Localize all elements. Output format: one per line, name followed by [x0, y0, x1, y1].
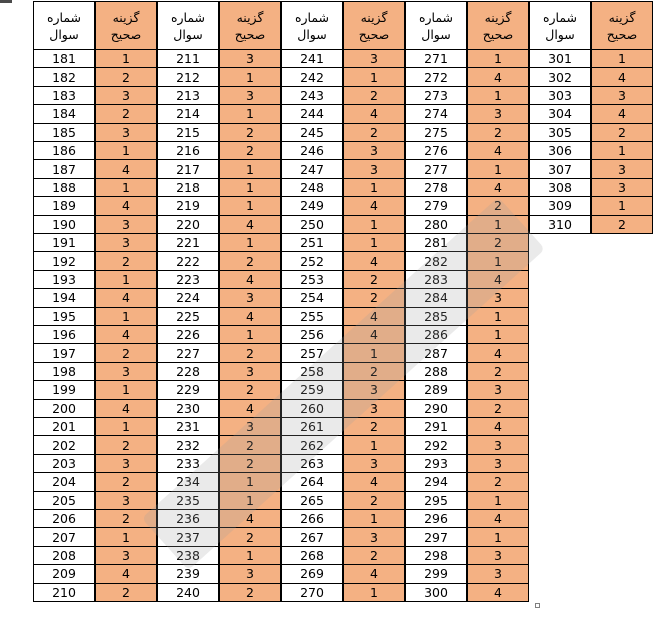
correct-answer-cell: 1 [95, 381, 157, 399]
correct-answer-cell: 1 [95, 50, 157, 68]
question-header-line1: شماره [542, 9, 578, 25]
question-number-cell: 276 [405, 142, 467, 160]
question-number-cell: 243 [281, 87, 343, 105]
question-number-cell: 310 [529, 216, 591, 234]
correct-answer-cell: 1 [591, 197, 653, 215]
question-number-cell: 197 [33, 344, 95, 362]
correct-answer-cell: 1 [343, 584, 405, 602]
question-number-cell: 190 [33, 216, 95, 234]
correct-answer-cell: 4 [219, 400, 281, 418]
correct-answer-cell: 3 [219, 418, 281, 436]
answer-header-line1: گزینه [360, 9, 388, 25]
answer-key-table [33, 1, 657, 602]
correct-answer-cell: 4 [343, 308, 405, 326]
question-number-cell: 184 [33, 105, 95, 123]
correct-answer-cell: 3 [95, 363, 157, 381]
correct-answer-cell: 1 [467, 528, 529, 546]
question-number-cell: 289 [405, 381, 467, 399]
correct-answer-cell: 3 [95, 87, 157, 105]
question-number-cell: 185 [33, 124, 95, 142]
question-header-line1: شماره [46, 9, 82, 25]
correct-answer-cell: 1 [95, 142, 157, 160]
correct-answer-cell: 1 [219, 326, 281, 344]
question-number-cell: 305 [529, 124, 591, 142]
question-number-cell: 300 [405, 584, 467, 602]
question-number-cell: 297 [405, 528, 467, 546]
question-number-cell: 248 [281, 179, 343, 197]
question-number-cell: 188 [33, 179, 95, 197]
correct-answer-cell: 1 [343, 216, 405, 234]
correct-answer-cell: 1 [219, 179, 281, 197]
correct-answer-cell: 4 [95, 197, 157, 215]
question-number-cell: 222 [157, 252, 219, 270]
question-number-cell: 207 [33, 528, 95, 546]
correct-answer-cell: 3 [343, 142, 405, 160]
correct-answer-cell: 2 [219, 381, 281, 399]
question-number-cell: 282 [405, 252, 467, 270]
question-number-cell: 193 [33, 271, 95, 289]
question-number-cell: 246 [281, 142, 343, 160]
answer-header-line2: صحیح [606, 26, 638, 42]
question-number-cell: 200 [33, 400, 95, 418]
question-number-cell: 199 [33, 381, 95, 399]
correct-answer-cell: 4 [467, 344, 529, 362]
correct-answer-cell: 2 [467, 124, 529, 142]
correct-answer-cell: 4 [467, 418, 529, 436]
correct-answer-cell: 3 [343, 50, 405, 68]
correct-answer-cell: 4 [219, 510, 281, 528]
question-number-cell: 263 [281, 455, 343, 473]
question-number-cell: 266 [281, 510, 343, 528]
correct-answer-cell: 1 [467, 87, 529, 105]
question-number-cell: 308 [529, 179, 591, 197]
correct-answer-cell: 1 [95, 308, 157, 326]
question-number-cell: 224 [157, 289, 219, 307]
correct-answer-cell: 4 [343, 197, 405, 215]
answer-header [467, 1, 529, 50]
question-number-cell: 251 [281, 234, 343, 252]
correct-answer-cell: 2 [343, 492, 405, 510]
correct-answer-cell: 1 [219, 105, 281, 123]
question-number-cell: 230 [157, 400, 219, 418]
correct-answer-cell: 1 [467, 50, 529, 68]
question-header-line2: سوال [421, 26, 451, 42]
correct-answer-cell: 4 [95, 326, 157, 344]
correct-answer-cell: 3 [95, 124, 157, 142]
question-number-cell: 226 [157, 326, 219, 344]
correct-answer-cell: 1 [95, 528, 157, 546]
correct-answer-cell: 3 [343, 455, 405, 473]
correct-answer-cell: 2 [343, 363, 405, 381]
correct-answer-cell: 3 [219, 289, 281, 307]
correct-answer-cell: 1 [467, 492, 529, 510]
question-number-cell: 275 [405, 124, 467, 142]
question-number-cell: 240 [157, 584, 219, 602]
answer-header-line1: گزینه [608, 9, 636, 25]
correct-answer-cell: 3 [467, 436, 529, 454]
question-number-cell: 255 [281, 308, 343, 326]
question-number-cell: 238 [157, 547, 219, 565]
correct-answer-cell: 2 [95, 584, 157, 602]
question-number-cell: 242 [281, 68, 343, 86]
question-number-cell: 219 [157, 197, 219, 215]
correct-answer-cell: 2 [343, 87, 405, 105]
question-number-cell: 298 [405, 547, 467, 565]
question-number-cell: 288 [405, 363, 467, 381]
question-number-cell: 232 [157, 436, 219, 454]
question-header [405, 1, 467, 50]
question-number-cell: 241 [281, 50, 343, 68]
question-number-cell: 233 [157, 455, 219, 473]
question-number-cell: 228 [157, 363, 219, 381]
question-number-cell: 203 [33, 455, 95, 473]
question-number-cell: 301 [529, 50, 591, 68]
question-number-cell: 274 [405, 105, 467, 123]
correct-answer-cell: 1 [219, 68, 281, 86]
question-number-cell: 307 [529, 160, 591, 178]
answer-header-line2: صحیح [358, 26, 390, 42]
correct-answer-cell: 1 [467, 326, 529, 344]
correct-answer-cell: 2 [467, 363, 529, 381]
question-number-cell: 209 [33, 565, 95, 583]
question-number-cell: 205 [33, 492, 95, 510]
correct-answer-cell: 2 [467, 197, 529, 215]
question-number-cell: 216 [157, 142, 219, 160]
question-number-cell: 303 [529, 87, 591, 105]
correct-answer-cell: 4 [467, 584, 529, 602]
correct-answer-cell: 1 [219, 160, 281, 178]
correct-answer-cell: 4 [219, 308, 281, 326]
question-number-cell: 258 [281, 363, 343, 381]
question-number-cell: 195 [33, 308, 95, 326]
correct-answer-cell: 1 [219, 234, 281, 252]
question-header-line1: شماره [294, 9, 330, 25]
correct-answer-cell: 2 [95, 105, 157, 123]
question-number-cell: 211 [157, 50, 219, 68]
correct-answer-cell: 2 [467, 400, 529, 418]
correct-answer-cell: 3 [95, 216, 157, 234]
correct-answer-cell: 2 [591, 216, 653, 234]
answer-header [591, 1, 653, 50]
question-number-cell: 284 [405, 289, 467, 307]
correct-answer-cell: 4 [343, 473, 405, 491]
correct-answer-cell: 1 [343, 436, 405, 454]
correct-answer-cell: 2 [95, 510, 157, 528]
question-number-cell: 235 [157, 492, 219, 510]
question-number-cell: 213 [157, 87, 219, 105]
correct-answer-cell: 2 [219, 252, 281, 270]
question-header-line2: سوال [49, 26, 79, 42]
table-resize-handle[interactable] [535, 603, 540, 608]
correct-answer-cell: 3 [343, 528, 405, 546]
correct-answer-cell: 3 [95, 234, 157, 252]
question-header [33, 1, 95, 50]
correct-answer-cell: 1 [591, 142, 653, 160]
correct-answer-cell: 4 [95, 289, 157, 307]
correct-answer-cell: 2 [467, 473, 529, 491]
correct-answer-cell: 3 [467, 547, 529, 565]
correct-answer-cell: 1 [219, 492, 281, 510]
answer-header-line1: گزینه [112, 9, 140, 25]
question-number-cell: 264 [281, 473, 343, 491]
question-number-cell: 302 [529, 68, 591, 86]
question-number-cell: 239 [157, 565, 219, 583]
question-number-cell: 290 [405, 400, 467, 418]
question-number-cell: 267 [281, 528, 343, 546]
correct-answer-cell: 1 [343, 179, 405, 197]
question-number-cell: 271 [405, 50, 467, 68]
answer-header-line2: صحیح [110, 26, 142, 42]
question-number-cell: 280 [405, 216, 467, 234]
question-number-cell: 299 [405, 565, 467, 583]
question-number-cell: 198 [33, 363, 95, 381]
question-number-cell: 296 [405, 510, 467, 528]
correct-answer-cell: 2 [95, 473, 157, 491]
correct-answer-cell: 1 [219, 473, 281, 491]
question-number-cell: 259 [281, 381, 343, 399]
correct-answer-cell: 2 [343, 289, 405, 307]
question-number-cell: 187 [33, 160, 95, 178]
question-number-cell: 234 [157, 473, 219, 491]
correct-answer-cell: 4 [95, 565, 157, 583]
question-number-cell: 244 [281, 105, 343, 123]
correct-answer-cell: 2 [219, 528, 281, 546]
question-number-cell: 245 [281, 124, 343, 142]
correct-answer-cell: 4 [343, 105, 405, 123]
question-number-cell: 231 [157, 418, 219, 436]
correct-answer-cell: 2 [591, 124, 653, 142]
question-number-cell: 270 [281, 584, 343, 602]
correct-answer-cell: 2 [95, 436, 157, 454]
question-header-line2: سوال [173, 26, 203, 42]
correct-answer-cell: 2 [343, 547, 405, 565]
correct-answer-cell: 4 [343, 326, 405, 344]
correct-answer-cell: 2 [219, 142, 281, 160]
question-number-cell: 260 [281, 400, 343, 418]
correct-answer-cell: 4 [219, 216, 281, 234]
question-number-cell: 192 [33, 252, 95, 270]
correct-answer-cell: 1 [467, 216, 529, 234]
answer-header-line2: صحیح [234, 26, 266, 42]
question-number-cell: 306 [529, 142, 591, 160]
correct-answer-cell: 3 [219, 87, 281, 105]
correct-answer-cell: 2 [219, 455, 281, 473]
question-number-cell: 186 [33, 142, 95, 160]
correct-answer-cell: 3 [591, 160, 653, 178]
correct-answer-cell: 1 [343, 234, 405, 252]
correct-answer-cell: 4 [343, 565, 405, 583]
answer-header [219, 1, 281, 50]
question-number-cell: 237 [157, 528, 219, 546]
question-number-cell: 269 [281, 565, 343, 583]
question-number-cell: 206 [33, 510, 95, 528]
question-number-cell: 252 [281, 252, 343, 270]
correct-answer-cell: 3 [343, 160, 405, 178]
correct-answer-cell: 3 [219, 363, 281, 381]
question-number-cell: 272 [405, 68, 467, 86]
question-number-cell: 225 [157, 308, 219, 326]
correct-answer-cell: 1 [95, 418, 157, 436]
correct-answer-cell: 2 [467, 234, 529, 252]
question-number-cell: 181 [33, 50, 95, 68]
question-number-cell: 182 [33, 68, 95, 86]
question-number-cell: 304 [529, 105, 591, 123]
correct-answer-cell: 3 [467, 105, 529, 123]
correct-answer-cell: 4 [467, 68, 529, 86]
correct-answer-cell: 3 [591, 87, 653, 105]
question-number-cell: 210 [33, 584, 95, 602]
correct-answer-cell: 2 [343, 271, 405, 289]
question-header [281, 1, 343, 50]
question-number-cell: 201 [33, 418, 95, 436]
question-number-cell: 281 [405, 234, 467, 252]
correct-answer-cell: 4 [467, 510, 529, 528]
question-number-cell: 196 [33, 326, 95, 344]
answer-header-line2: صحیح [482, 26, 514, 42]
correct-answer-cell: 2 [343, 418, 405, 436]
correct-answer-cell: 2 [219, 124, 281, 142]
question-number-cell: 250 [281, 216, 343, 234]
question-number-cell: 257 [281, 344, 343, 362]
correct-answer-cell: 4 [467, 142, 529, 160]
question-number-cell: 293 [405, 455, 467, 473]
question-number-cell: 295 [405, 492, 467, 510]
correct-answer-cell: 3 [219, 565, 281, 583]
correct-answer-cell: 2 [219, 344, 281, 362]
correct-answer-cell: 2 [95, 252, 157, 270]
correct-answer-cell: 2 [95, 68, 157, 86]
correct-answer-cell: 4 [219, 271, 281, 289]
question-number-cell: 227 [157, 344, 219, 362]
question-number-cell: 236 [157, 510, 219, 528]
question-number-cell: 194 [33, 289, 95, 307]
question-number-cell: 262 [281, 436, 343, 454]
question-number-cell: 247 [281, 160, 343, 178]
question-number-cell: 253 [281, 271, 343, 289]
correct-answer-cell: 1 [219, 547, 281, 565]
question-number-cell: 292 [405, 436, 467, 454]
question-number-cell: 217 [157, 160, 219, 178]
question-number-cell: 183 [33, 87, 95, 105]
correct-answer-cell: 2 [219, 436, 281, 454]
question-number-cell: 277 [405, 160, 467, 178]
answer-header-line1: گزینه [484, 9, 512, 25]
question-number-cell: 189 [33, 197, 95, 215]
anchor-mark [0, 0, 12, 3]
question-number-cell: 218 [157, 179, 219, 197]
correct-answer-cell: 3 [467, 455, 529, 473]
correct-answer-cell: 3 [591, 179, 653, 197]
question-number-cell: 214 [157, 105, 219, 123]
correct-answer-cell: 4 [95, 400, 157, 418]
correct-answer-cell: 3 [343, 400, 405, 418]
correct-answer-cell: 1 [467, 252, 529, 270]
question-header-line2: سوال [297, 26, 327, 42]
answer-header [95, 1, 157, 50]
question-number-cell: 204 [33, 473, 95, 491]
correct-answer-cell: 1 [467, 308, 529, 326]
correct-answer-cell: 1 [591, 50, 653, 68]
question-number-cell: 249 [281, 197, 343, 215]
correct-answer-cell: 1 [219, 197, 281, 215]
correct-answer-cell: 3 [95, 492, 157, 510]
question-number-cell: 254 [281, 289, 343, 307]
correct-answer-cell: 1 [95, 179, 157, 197]
answer-header-line1: گزینه [236, 9, 264, 25]
question-number-cell: 279 [405, 197, 467, 215]
question-number-cell: 261 [281, 418, 343, 436]
question-number-cell: 220 [157, 216, 219, 234]
correct-answer-cell: 4 [343, 252, 405, 270]
question-number-cell: 278 [405, 179, 467, 197]
question-number-cell: 215 [157, 124, 219, 142]
question-header [529, 1, 591, 50]
correct-answer-cell: 1 [95, 271, 157, 289]
question-number-cell: 285 [405, 308, 467, 326]
correct-answer-cell: 1 [343, 510, 405, 528]
correct-answer-cell: 2 [219, 584, 281, 602]
question-number-cell: 273 [405, 87, 467, 105]
question-number-cell: 221 [157, 234, 219, 252]
correct-answer-cell: 2 [343, 124, 405, 142]
correct-answer-cell: 1 [467, 160, 529, 178]
correct-answer-cell: 4 [591, 68, 653, 86]
correct-answer-cell: 4 [591, 105, 653, 123]
question-number-cell: 268 [281, 547, 343, 565]
question-number-cell: 287 [405, 344, 467, 362]
question-number-cell: 286 [405, 326, 467, 344]
question-number-cell: 291 [405, 418, 467, 436]
correct-answer-cell: 3 [95, 455, 157, 473]
question-number-cell: 208 [33, 547, 95, 565]
question-number-cell: 191 [33, 234, 95, 252]
question-number-cell: 283 [405, 271, 467, 289]
correct-answer-cell: 2 [95, 344, 157, 362]
question-header-line2: سوال [545, 26, 575, 42]
question-number-cell: 265 [281, 492, 343, 510]
correct-answer-cell: 3 [467, 381, 529, 399]
question-header [157, 1, 219, 50]
question-number-cell: 294 [405, 473, 467, 491]
question-number-cell: 202 [33, 436, 95, 454]
correct-answer-cell: 4 [467, 179, 529, 197]
correct-answer-cell: 3 [343, 381, 405, 399]
answer-header [343, 1, 405, 50]
question-number-cell: 309 [529, 197, 591, 215]
question-number-cell: 256 [281, 326, 343, 344]
correct-answer-cell: 1 [343, 68, 405, 86]
question-header-line1: شماره [170, 9, 206, 25]
correct-answer-cell: 3 [219, 50, 281, 68]
question-header-line1: شماره [418, 9, 454, 25]
correct-answer-cell: 1 [343, 344, 405, 362]
question-number-cell: 223 [157, 271, 219, 289]
correct-answer-cell: 4 [467, 271, 529, 289]
correct-answer-cell: 3 [467, 565, 529, 583]
correct-answer-cell: 4 [95, 160, 157, 178]
correct-answer-cell: 3 [95, 547, 157, 565]
question-number-cell: 229 [157, 381, 219, 399]
question-number-cell: 212 [157, 68, 219, 86]
correct-answer-cell: 3 [467, 289, 529, 307]
